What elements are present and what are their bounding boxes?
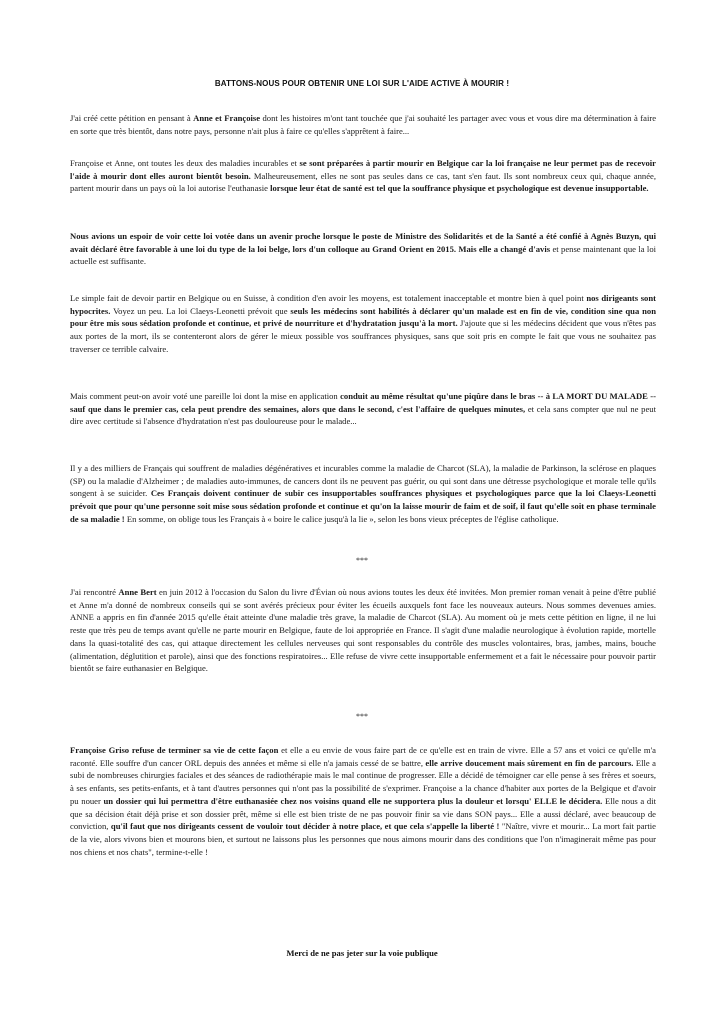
footer-note: Merci de ne pas jeter sur la voie publique xyxy=(286,948,438,958)
paragraph-injection: Mais comment peut-on avoir voté une pareille loi dont la mise en application conduit au même résultat qu'une piqûre dans le bras -- à LA MORT DU MALADE -- sauf que dans le premier cas, cela peut prendre des semaines, alors que dans le second, c'est l'affaire de quelques minutes, et cela sans compter que nul ne peut dire avec certitude si l'absence d'hydratation n'est pas douloureuse pour le malade... xyxy=(70,391,656,427)
section-separator: *** xyxy=(356,712,368,721)
paragraph-diseases: Il y a des milliers de Français qui souffrent de maladies dégénératives et incurables comme la maladie de Charcot (SLA), la maladie de Parkinson, la sclérose en plaques (SP) ou la maladie d'Alzheimer ; de maladies auto-immunes, de cancers dont ils ne peuvent pas guérir, ou qui sont dans une détresse psychologique et morale telle qu'ils songent à se suicider. Ces Français doivent continuer de subir ces insupportables souffrances physiques et psychologiques parce que la loi Claeys-Leonetti prévoit que pour qu'une personne soit mise sous sédation profonde et continue et qu'on la laisse mourir de faim et de soif, il faut qu'elle soit en phase terminale de sa maladie ! En somme, on oblige tous les Français à « boire le calice jusqu'à la lie », selon les bons vieux préceptes de l'église catholique. xyxy=(70,463,656,524)
paragraph-intro: J'ai créé cette pétition en pensant à Anne et Françoise dont les histoires m'ont tant touchée que j'ai souhaité les partager avec vous et vous dire ma détermination à faire en sorte que très bientôt, dans notre pays, personne n'ait plus à faire ce qu'elles s'apprêtent à faire... xyxy=(70,113,657,136)
paragraph-francoise-anne: Françoise et Anne, ont toutes les deux des maladies incurables et se sont préparées à partir mourir en Belgique car la loi française ne leur permet pas de recevoir l'aide à mourir dont elles auront bientôt besoin. Malheureusement, elles ne sont pas seules dans ce cas, tant s'en faut. Ils sont nombreux ceux qui, chaque année, partent mourir dans un pays où la loi autorise l'euthanasie lorsque leur état de santé est tel que la souffrance physique et psychologique est devenue insupportable. xyxy=(70,158,656,194)
paragraph-agnes-buzyn: Nous avions un espoir de voir cette loi votée dans un avenir proche lorsque le poste de Ministre des Solidarités et de la Santé a été confié à Agnès Buzyn, qui avait déclaré être favorable à une loi du type de la loi belge, lors d'un colloque au Grand Orient en 2015. Mais elle a changé d'avis et pense maintenant que la loi actuelle est suffisante. xyxy=(70,231,657,267)
document-title: BATTONS-NOUS POUR OBTENIR UNE LOI SUR L'AIDE ACTIVE À MOURIR ! xyxy=(214,79,510,88)
paragraph-francoise-griso: Françoise Griso refuse de terminer sa vie de cette façon et elle a eu envie de vous faire part de ce qu'elle est en train de vivre. Elle a 57 ans et voici ce qu'elle m'a raconté. Elle souffre d'un cancer ORL depuis des années et même si elle n'a jamais cessé de se battre, elle arrive doucement mais sûrement en fin de parcours. Elle a subi de nombreuses chirurgies faciales et des séances de radiothérapie mais le mal continue de progresser. Elle a décidé de témoigner car elle pense à ses frères et soeurs, à ses enfants, ses petits-enfants, et à tant d'autres personnes qui n'ont pas la possibilité de s'exprimer. Françoise a la chance d'habiter aux portes de la Belgique et d'avoir pu nouer un dossier qui lui permettra d'être euthanasiée chez nos voisins quand elle ne supportera plus la douleur et lorsqu' ELLE le décidera. Elle nous a dit que sa décision était déjà prise et son dossier prêt, même si elle est bien triste de ne pas pouvoir finir sa vie dans SON pays... Elle a aussi déclaré, avec beaucoup de conviction, qu'il faut que nos dirigeants cessent de vouloir tout décider à notre place, et que cela s'appelle la liberté ! "Naître, vivre et mourir... La mort fait partie de la vie, alors vivons bien et mourons bien, et surtout ne laissons plus les personnes que nous aimons mourir dans des conditions que l'on n'imaginerait même pas pour nos chiens et nos chats", termine-t-elle ! xyxy=(70,745,656,857)
section-separator: *** xyxy=(356,556,368,565)
paragraph-hypocrisy: Le simple fait de devoir partir en Belgique ou en Suisse, à condition d'en avoir les moyens, est totalement inacceptable et montre bien à quel point nos dirigeants sont hypocrites. Voyez un peu. La loi Claeys-Leonetti prévoit que seuls les médecins sont habilités à déclarer qu'un malade est en fin de vie, condition sine qua non pour être mis sous sédation profonde et continue, et privé de nourriture et d'hydratation jusqu'à la mort. J'ajoute que si les médecins décident que vous n'êtes pas aux portes de la mort, ils se contenteront alors de gérer le mieux possible vos souffrances physiques, sans que soit pris en compte le fait que vous ne souhaitez pas traverser ce terrible calvaire. xyxy=(70,293,656,354)
paragraph-anne-bert: J'ai rencontré Anne Bert en juin 2012 à l'occasion du Salon du livre d'Évian où nous avions toutes les deux été invitées. Mon premier roman venait à peine d'être publié et Anne m'a donné de nombreux conseils qui se sont avérés précieux pour éviter les écueils auxquels font face les nouveaux auteurs. Nous sommes devenues amies. ANNE a appris en fin d'année 2015 qu'elle était atteinte d'une maladie très grave, la maladie de Charcot (SLA). Au moment où je mets cette pétition en ligne, il ne lui reste que très peu de temps avant qu'elle ne parte mourir en Belgique, faute de loi appropriée en France. Il s'agit d'une maladie neurologique à évolution rapide, mortelle dans la quasi-totalité des cas, qui attaque directement les cellules nerveuses qui sont responsables du contrôle des muscles volontaires, bras, jambes, mains, bouche (alimentation, déglutition et parole), ainsi que des fonctions respiratoires... Elle refuse de vivre cette insupportable enfermement et a fait le nécessaire pour pouvoir partir bientôt se faire euthanasier en Belgique. xyxy=(70,587,656,674)
